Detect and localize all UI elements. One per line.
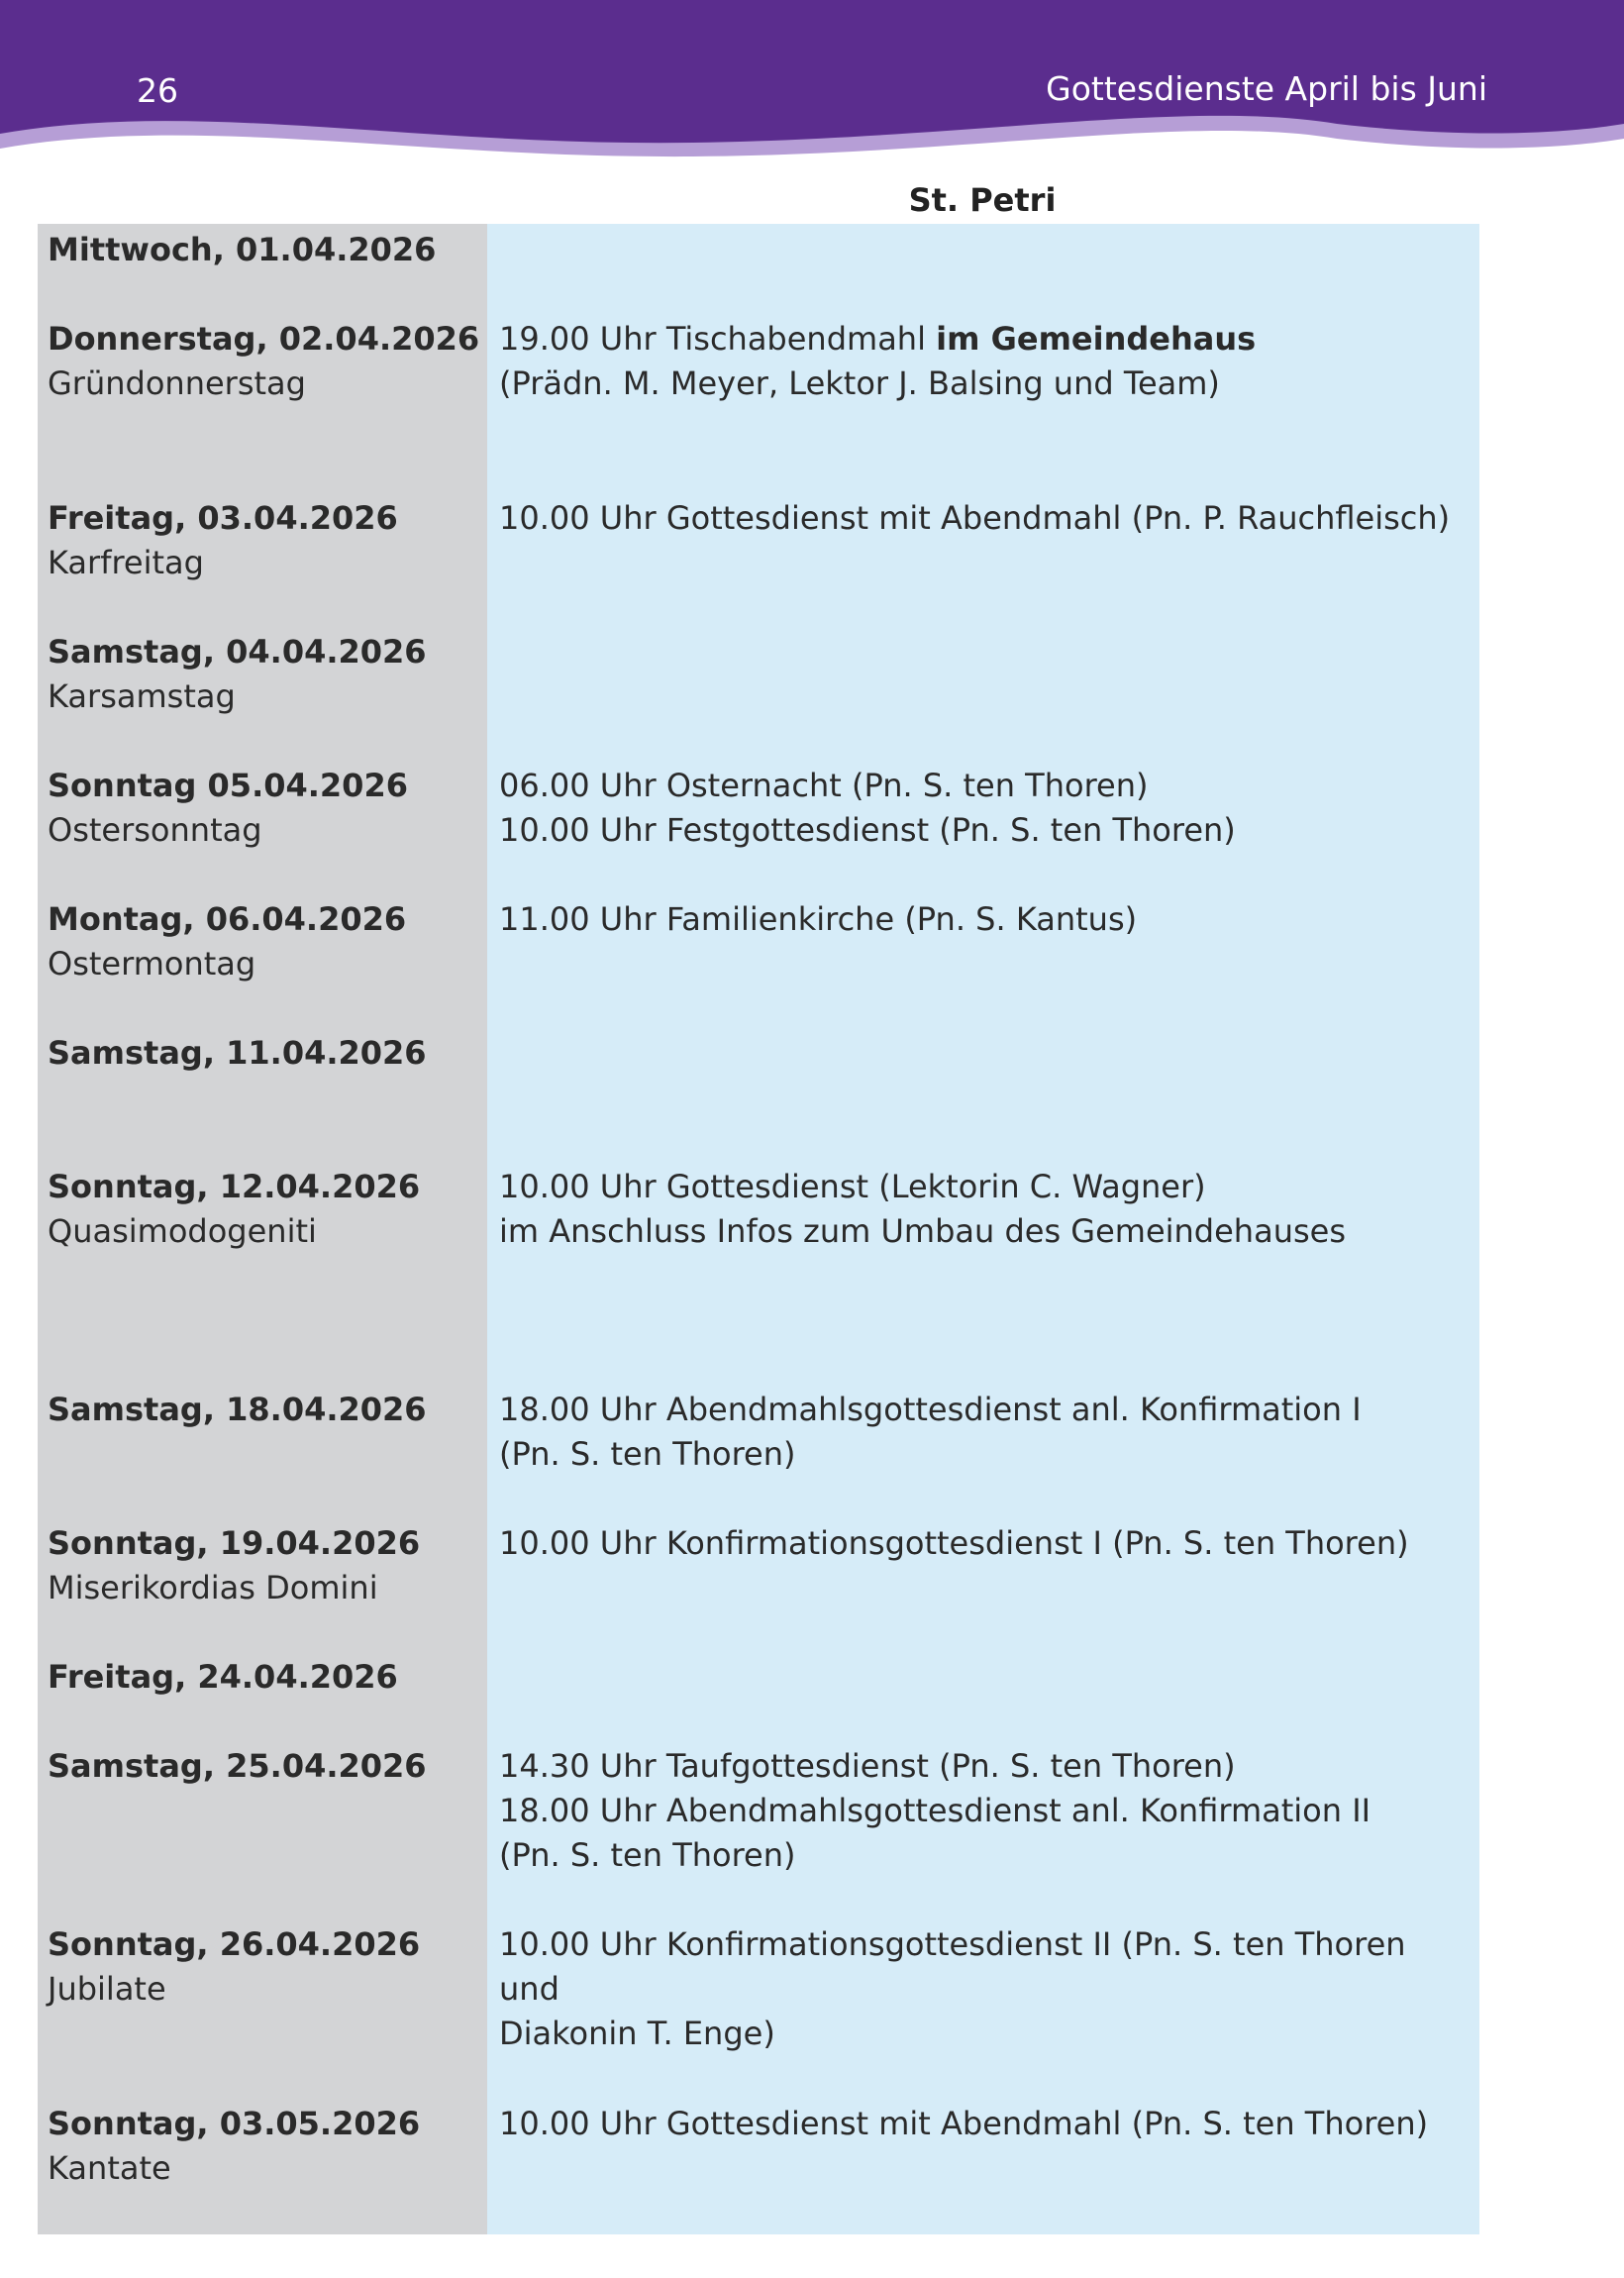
day-date: Montag, 06.04.2026 [48,900,407,938]
page-header [0,0,1624,168]
day-date: Sonntag, 12.04.2026 [48,1168,421,1205]
service-line: 10.00 Uhr Gottesdienst mit Abendmahl (Pn. P. Rauchfleisch) [499,499,1451,537]
service-cell [499,1388,1474,1477]
day-cell [48,1744,483,1789]
day-cell [48,317,483,406]
day-cell [48,1521,483,1610]
column-title: St. Petri [908,181,1057,219]
day-cell [48,764,483,853]
service-line: im Anschluss Infos zum Umbau des Gemeindehauses [499,1212,1346,1250]
service-cell [499,764,1474,853]
day-date: Sonntag 05.04.2026 [48,767,408,804]
day-date: Sonntag, 26.04.2026 [48,1925,421,1963]
service-line: 10.00 Uhr Gottesdienst (Lektorin C. Wagner) [499,1168,1206,1205]
service-line: 11.00 Uhr Familienkirche (Pn. S. Kantus) [499,900,1138,938]
service-line: (Prädn. M. Meyer, Lektor J. Balsing und Team) [499,364,1220,402]
day-cell [48,897,483,986]
service-location: im Gemeindehaus [936,320,1257,358]
day-date: Samstag, 11.04.2026 [48,1034,427,1072]
day-cell [48,1388,483,1432]
service-cell [499,1744,1474,1878]
day-feast: Jubilate [48,1970,166,2008]
day-cell [48,1922,483,2012]
service-line: (Pn. S. ten Thoren) [499,1836,796,1874]
day-date: Sonntag, 19.04.2026 [48,1524,421,1562]
day-feast: Miserikordias Domini [48,1569,378,1606]
day-date: Samstag, 04.04.2026 [48,633,427,671]
service-line: 19.00 Uhr Tischabendmahl im Gemeindehaus [499,320,1257,358]
day-feast: Kantate [48,2149,171,2187]
service-cell [499,496,1474,541]
day-cell [48,228,483,272]
day-feast: Karfreitag [48,544,204,581]
service-line: 06.00 Uhr Osternacht (Pn. S. ten Thoren) [499,767,1149,804]
service-line: 18.00 Uhr Abendmahlsgottesdienst anl. Konfirmation I [499,1391,1362,1428]
day-date: Freitag, 24.04.2026 [48,1658,398,1696]
service-line: 10.00 Uhr Konfirmationsgottesdienst I (Pn. S. ten Thoren) [499,1524,1409,1562]
service-line: 14.30 Uhr Taufgottesdienst (Pn. S. ten Thoren) [499,1747,1236,1785]
service-line: 10.00 Uhr Gottesdienst mit Abendmahl (Pn. S. ten Thoren) [499,2105,1429,2142]
day-date: Samstag, 25.04.2026 [48,1747,427,1785]
service-cell [499,1922,1474,2056]
service-cell [499,317,1474,406]
day-feast: Ostersonntag [48,811,262,849]
day-feast: Gründonnerstag [48,364,306,402]
header-title: Gottesdienste April bis Juni [1046,69,1487,108]
day-date: Donnerstag, 02.04.2026 [48,320,480,358]
service-line: 10.00 Uhr Festgottesdienst (Pn. S. ten Thoren) [499,811,1236,849]
day-date: Freitag, 03.04.2026 [48,499,398,537]
service-line: Diakonin T. Enge) [499,2015,775,2052]
day-cell [48,1031,483,1076]
day-cell [48,1655,483,1700]
day-feast: Quasimodogeniti [48,1212,317,1250]
service-line: 18.00 Uhr Abendmahlsgottesdienst anl. Konfirmation II [499,1792,1371,1829]
day-cell [48,2102,483,2191]
day-date: Mittwoch, 01.04.2026 [48,231,437,268]
day-cell [48,1165,483,1254]
day-date: Sonntag, 03.05.2026 [48,2105,421,2142]
day-feast: Ostermontag [48,945,256,983]
day-cell [48,630,483,719]
service-cell [499,1521,1474,1566]
service-cell [499,2102,1474,2146]
service-cell [499,1165,1474,1254]
day-date: Samstag, 18.04.2026 [48,1391,427,1428]
service-line: 10.00 Uhr Konfirmationsgottesdienst II (Pn. S. ten Thoren und [499,1925,1406,2008]
page-number: 26 [137,71,178,110]
service-table [38,224,1479,2234]
service-line: (Pn. S. ten Thoren) [499,1435,796,1473]
service-cell [499,897,1474,942]
day-feast: Karsamstag [48,677,236,715]
day-cell [48,496,483,585]
